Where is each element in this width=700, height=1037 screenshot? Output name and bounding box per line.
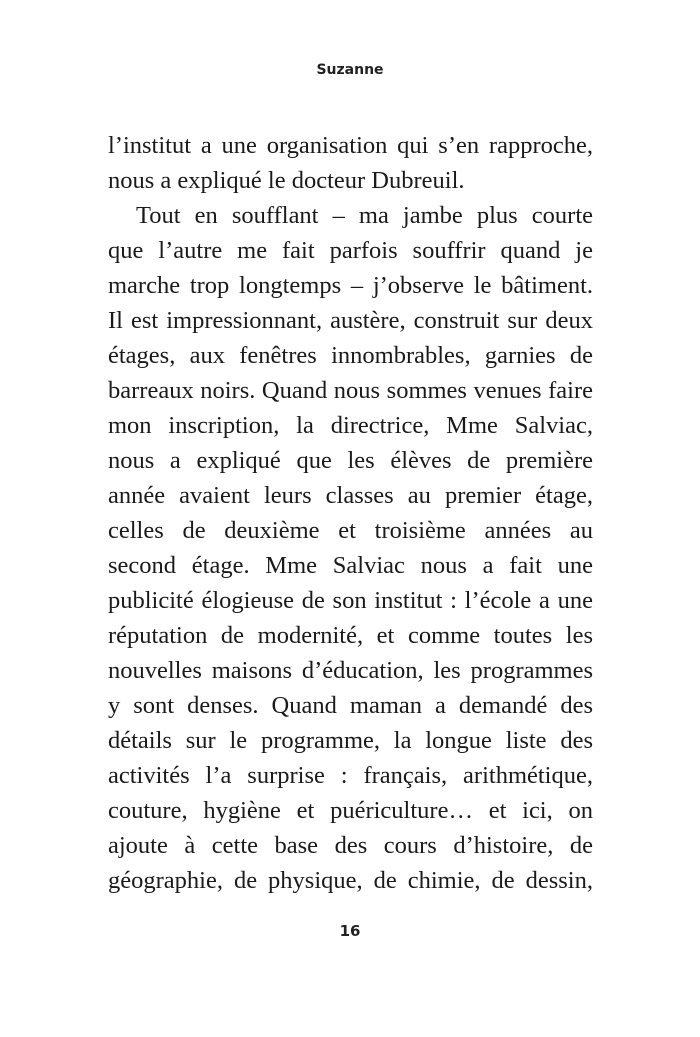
text-line: année avaient leurs classes au premier étage, bbox=[108, 482, 593, 509]
text-line: activités l’a surprise : français, arithmétique, bbox=[108, 762, 593, 789]
page-number: 16 bbox=[339, 922, 361, 940]
text-line: Il est impressionnant, austère, construit sur deux bbox=[108, 307, 593, 334]
text-line: étages, aux fenêtres innombrables, garnies de bbox=[108, 342, 593, 369]
text-line: nous a expliqué le docteur Dubreuil. bbox=[108, 167, 465, 194]
text-line: second étage. Mme Salviac nous a fait une bbox=[108, 552, 593, 579]
running-header: Suzanne bbox=[316, 62, 384, 78]
text-line: nous a expliqué que les élèves de première bbox=[108, 447, 593, 474]
text-line: détails sur le programme, la longue liste des bbox=[108, 727, 593, 754]
text-line: Tout en soufflant – ma jambe plus courte bbox=[136, 202, 593, 229]
text-line: marche trop longtemps – j’observe le bâtiment. bbox=[108, 272, 593, 299]
text-line: mon inscription, la directrice, Mme Salviac, bbox=[108, 412, 593, 439]
text-line: publicité élogieuse de son institut : l’école a une bbox=[108, 587, 593, 614]
text-line: géographie, de physique, de chimie, de dessin, bbox=[108, 867, 593, 894]
text-line: l’institut a une organisation qui s’en rapproche, bbox=[108, 132, 593, 159]
body-text bbox=[108, 128, 593, 898]
text-line: réputation de modernité, et comme toutes les bbox=[108, 622, 593, 649]
text-line: nouvelles maisons d’éducation, les programmes bbox=[108, 657, 593, 684]
text-line: y sont denses. Quand maman a demandé des bbox=[108, 692, 593, 719]
text-line: barreaux noirs. Quand nous sommes venues faire bbox=[108, 377, 593, 404]
text-line: celles de deuxième et troisième années au bbox=[108, 517, 593, 544]
text-line: que l’autre me fait parfois souffrir quand je bbox=[108, 237, 593, 264]
text-line: ajoute à cette base des cours d’histoire, de bbox=[108, 832, 593, 859]
text-line: couture, hygiène et puériculture… et ici, on bbox=[108, 797, 593, 824]
